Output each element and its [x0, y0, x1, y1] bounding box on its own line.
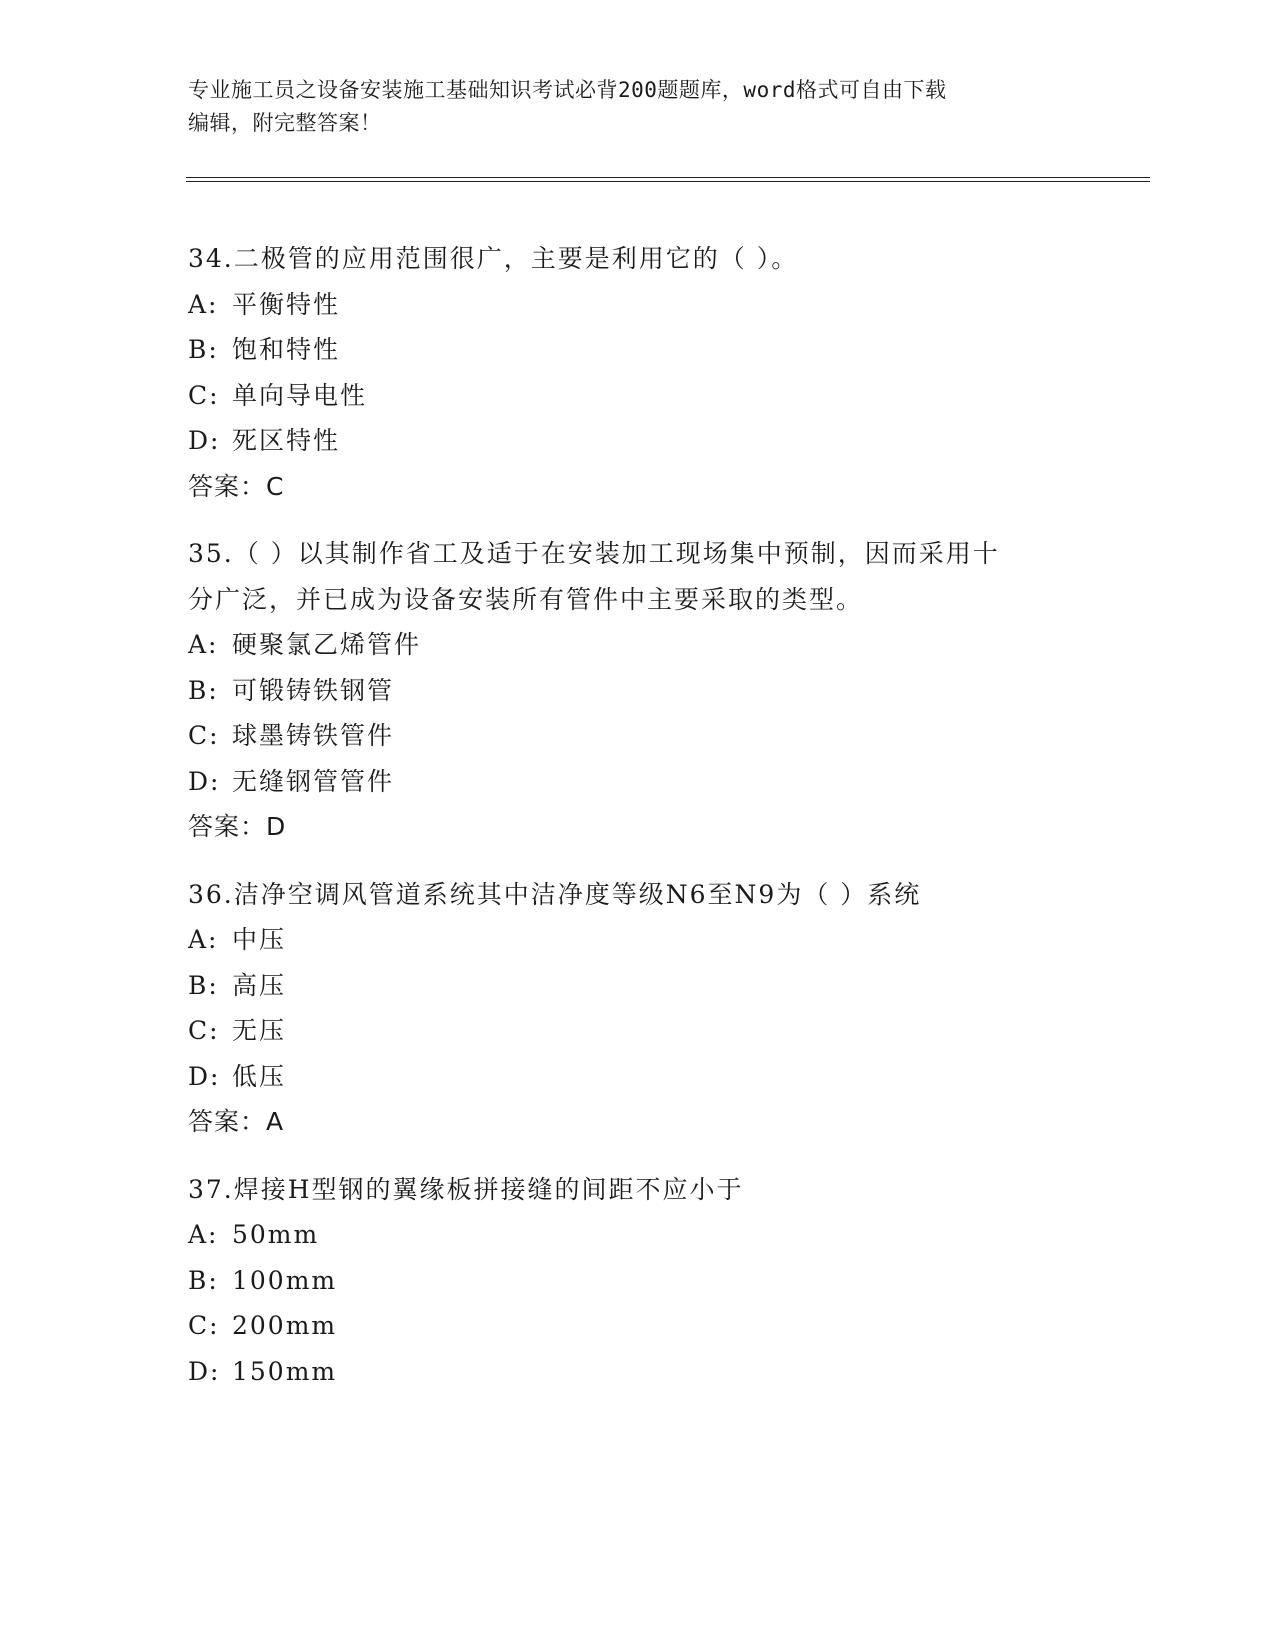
option-d [188, 418, 1088, 464]
question-stem-continued: 分广泛，并已成为设备安装所有管件中主要采取的类型。 [188, 584, 864, 614]
question-37 [188, 1167, 1088, 1395]
option-letter: A: [188, 630, 219, 659]
option-text: 平衡特性 [232, 289, 341, 319]
option-b [188, 963, 1088, 1009]
option-letter: C: [188, 1311, 220, 1340]
option-letter: C: [188, 1016, 220, 1045]
option-b [188, 327, 1088, 373]
option-text: 100mm [232, 1265, 338, 1295]
option-c [188, 1303, 1088, 1349]
option-text: 高压 [232, 970, 287, 1000]
option-text: 中压 [232, 925, 287, 954]
option-letter: C: [188, 380, 220, 410]
option-letter: B: [188, 1265, 219, 1295]
answer-label: 答案：D [188, 812, 287, 841]
option-text: 死区特性 [232, 426, 341, 455]
option-text: 200mm [232, 1311, 338, 1340]
option-text: 硬聚氯乙烯管件 [232, 630, 422, 659]
answer-label: 答案：C [188, 471, 285, 501]
option-d [188, 1054, 1088, 1100]
option-text: 无缝钢管管件 [232, 766, 395, 796]
option-letter: B: [188, 675, 219, 705]
option-letter: D: [188, 1061, 221, 1091]
option-text: 150mm [232, 1356, 338, 1386]
option-text: 可锻铸铁钢管 [232, 675, 395, 705]
option-text: 饱和特性 [232, 335, 341, 364]
question-list [188, 236, 1088, 1416]
option-letter: D: [188, 766, 221, 796]
question-34 [188, 236, 1088, 509]
option-letter: A: [188, 925, 219, 954]
question-35 [188, 531, 1088, 850]
option-a [188, 622, 1088, 668]
option-letter: A: [188, 1220, 219, 1249]
option-a [188, 282, 1088, 328]
option-a [188, 1212, 1088, 1258]
option-letter: A: [188, 289, 219, 319]
question-stem: 34.二极管的应用范围很广，主要是利用它的（ ）。 [188, 244, 799, 273]
option-letter: B: [188, 970, 219, 1000]
option-d [188, 759, 1088, 805]
option-text: 无压 [232, 1016, 287, 1045]
option-letter: C: [188, 721, 220, 750]
question-stem: 36.洁净空调风管道系统其中洁净度等级N6至N9为（ ）系统 [188, 879, 922, 909]
option-text: 低压 [232, 1061, 287, 1091]
option-d [188, 1349, 1088, 1395]
option-text: 球墨铸铁管件 [232, 721, 395, 750]
option-c [188, 1008, 1088, 1054]
option-letter: D: [188, 1356, 221, 1386]
header-title-line-1: 专业施工员之设备安装施工基础知识考试必背200题题库，word格式可自由下载 [188, 78, 947, 102]
question-stem: 35.（ ）以其制作省工及适于在安装加工现场集中预制，因而采用十 [188, 539, 1000, 568]
question-stem: 37.焊接H型钢的翼缘板拼接缝的间距不应小于 [188, 1174, 744, 1204]
document-header [188, 74, 1088, 140]
option-b [188, 668, 1088, 714]
option-c [188, 373, 1088, 419]
header-double-rule [186, 177, 1150, 182]
option-letter: D: [188, 426, 221, 455]
answer-label: 答案：A [188, 1107, 285, 1136]
option-letter: B: [188, 335, 219, 364]
question-36 [188, 872, 1088, 1145]
option-c [188, 713, 1088, 759]
header-title-line-2: 编辑，附完整答案！ [188, 111, 382, 135]
option-text: 50mm [232, 1220, 320, 1249]
option-a [188, 917, 1088, 963]
option-b [188, 1258, 1088, 1304]
option-text: 单向导电性 [232, 380, 368, 410]
